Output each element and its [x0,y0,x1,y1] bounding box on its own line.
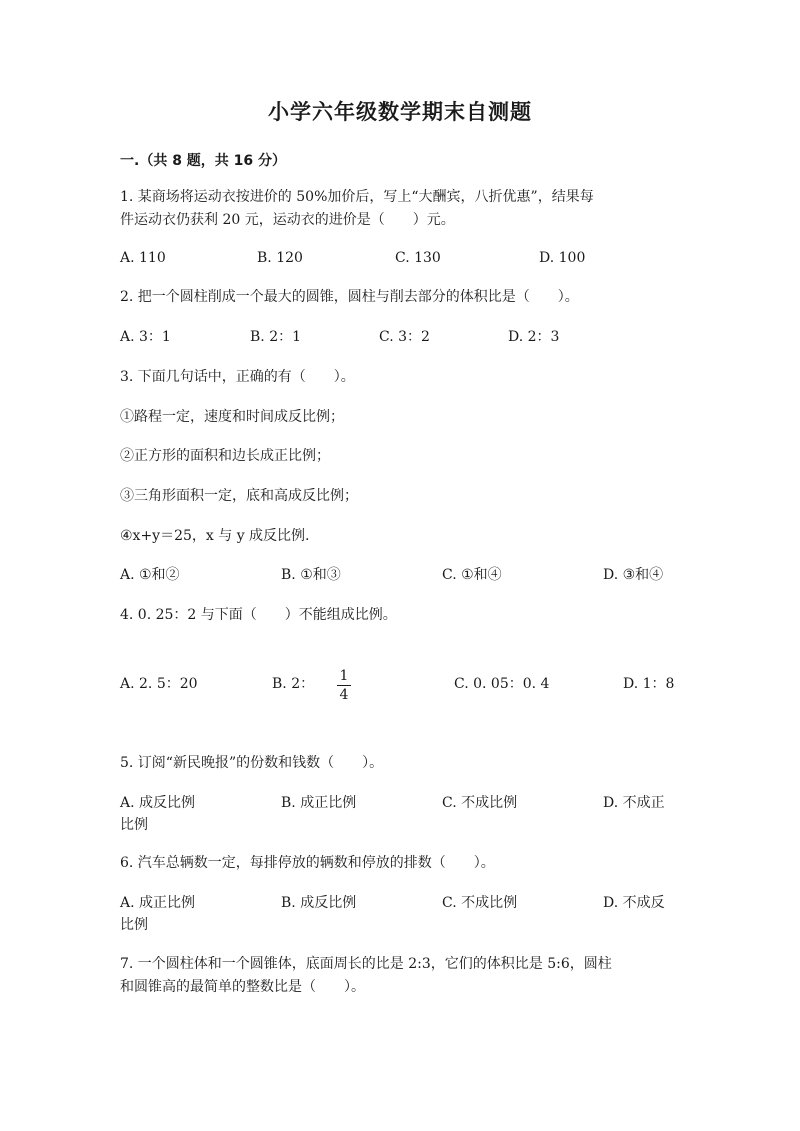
option-b[interactable]: B. 2：1 [250,329,302,345]
option-c[interactable]: C. 不成比例 [442,895,518,911]
option-d[interactable]: D. 1：8 [623,676,675,692]
option-b[interactable]: B. 成正比例 [281,795,357,811]
option-b[interactable]: B. ①和③ [281,567,341,583]
statement-1: ①路程一定，速度和时间成反比例； [120,409,344,425]
question-7 [120,953,680,999]
fraction-one-quarter [337,668,351,703]
statement-2: ②正方形的面积和边长成正比例； [120,448,330,464]
option-d[interactable]: D. ③和④ [603,567,664,583]
option-c[interactable]: C. 130 [395,250,441,266]
option-d[interactable]: D. 100 [539,250,586,266]
option-c[interactable]: C. 0. 05：0. 4 [454,676,550,692]
option-c[interactable]: C. ①和④ [442,567,502,583]
page-title: 小学六年级数学期末自测题 [268,100,532,124]
question-2: 2. 把一个圆柱削成一个最大的圆锥，圆柱与削去部分的体积比是（ ）。 [120,289,579,305]
option-b[interactable]: B. 120 [257,250,303,266]
option-d[interactable]: D. 不成正 [603,795,665,811]
statement-3: ③三角形面积一定，底和高成反比例； [120,488,358,504]
option-a[interactable]: A. 成正比例 [120,895,196,911]
option-d-continuation: 比例 [120,817,148,833]
question-1-options [120,247,680,270]
option-c[interactable]: C. 不成比例 [442,795,518,811]
option-a[interactable]: A. 2. 5：20 [120,676,198,692]
question-3: 3. 下面几句话中，正确的有（ ）。 [120,369,355,385]
question-4: 4. 0. 25：2 与下面（ ）不能组成比例。 [120,607,397,623]
section-heading: 一.（共 8 题，共 16 分） [120,153,287,169]
option-d[interactable]: D. 不成反 [603,895,665,911]
option-d-continuation: 比例 [120,917,148,933]
question-2-options [120,326,680,349]
option-a[interactable]: A. 3：1 [120,329,171,345]
statement-4: ④x+y＝25，x 与 y 成反比例. [120,528,310,544]
option-b[interactable]: B. 2： [272,676,315,692]
question-5: 5. 订阅“新民晚报”的份数和钱数（ ）。 [120,755,384,771]
question-5-options [120,792,680,815]
fraction-bar [337,685,351,686]
question-7-line-2: 和圆锥高的最简单的整数比是（ ）。 [120,979,365,995]
question-1-line-1: 1. 某商场将运动衣按进价的 50%加价后，写上“大酬宾，八折优惠”，结果每 [120,189,594,205]
option-d[interactable]: D. 2：3 [508,329,560,345]
option-a[interactable]: A. 成反比例 [120,795,196,811]
question-6-options [120,892,680,915]
option-a[interactable]: A. 110 [120,250,166,266]
option-a[interactable]: A. ①和② [120,567,180,583]
question-1-line-2: 件运动衣仍获利 20 元，运动衣的进价是（ ）元。 [120,212,455,228]
question-1 [120,186,680,232]
fraction-denominator: 4 [339,687,349,703]
question-7-line-1: 7. 一个圆柱体和一个圆锥体，底面周长的比是 2:3，它们的体积比是 5:6，圆柱 [120,956,612,972]
option-b[interactable]: B. 成反比例 [281,895,357,911]
question-6: 6. 汽车总辆数一定，每排停放的辆数和停放的排数（ ）。 [120,855,495,871]
question-3-options [120,564,680,587]
fraction-numerator: 1 [339,668,349,684]
option-c[interactable]: C. 3：2 [379,329,430,345]
question-4-options [120,673,680,696]
